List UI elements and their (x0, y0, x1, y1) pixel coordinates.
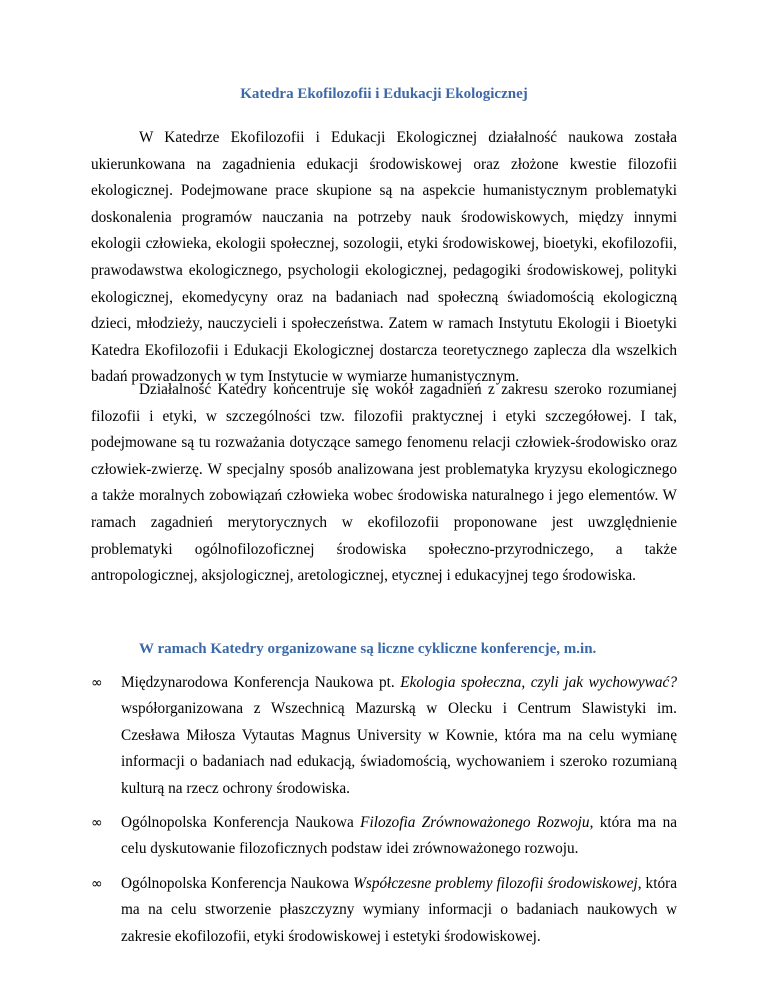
infinity-bullet-icon: ∞ (91, 815, 103, 832)
conference-description: , która ma na celu stworzenie płaszczyzny wymiany informacji o badaniach naukowych w zakresie ekofilozofii, etyki środowiskowej i estetyki środowiskowej. (121, 874, 677, 945)
paragraph-activity: Działalność Katedry koncentruje się wokół zagadnień z zakresu szeroko rozumianej filozofii i etyki, w szczególności tzw. filozofii praktycznej i etyki szczegółowej. I tak, podejmowane są tu rozważania dotyczące samego fenomenu relacji człowiek-środowisko oraz człowiek-zwierzę. W specjalny sposób analizowana jest problematyka kryzysu ekologicznego a także moralnych zobowiązań człowieka wobec środowiska naturalnego i jego elementów. W ramach zagadnień merytorycznych w ekofilozofii proponowane jest uwzględnienie problematyki ogólnofilozoficznej środowiska społeczno-przyrodniczego, a także antropologicznej, aksjologicznej, aretologicznej, etycznej i edukacyjnej tego środowiska. (91, 381, 677, 585)
conference-title: Współczesne problemy filozofii środowiskowej (353, 874, 638, 892)
conference-prefix: Ogólnopolska Konferencja Naukowa (121, 814, 361, 832)
list-item (91, 810, 677, 863)
list-item (91, 871, 677, 950)
conference-description: , która ma na celu dyskutowanie filozoficznych podstaw idei zrównoważonego rozwoju. (121, 814, 678, 858)
paragraph-intro: W Katedrze Ekofilozofii i Edukacji Ekologicznej działalność naukowa została ukierunkowana na zagadnienia edukacji środowiskowej oraz złożone kwestie filozofii ekologicznej. Podejmowane prace skupione są na aspekcie humanistycznym problematyki doskonalenia programów nauczania na potrzeby nauk środowiskowych, między innymi ekologii człowieka, ekologii społecznej, sozologii, etyki środowiskowej, bioetyki, ekofilozofii, prawodawstwa ekologicznego, psychologii ekologicznej, pedagogiki środowiskowej, polityki ekologicznej, ekomedycyny oraz na badaniach nad społeczną świadomością ekologiczną dzieci, młodzieży, nauczycieli i społeczeństwa. Zatem w ramach Instytutu Ekologii i Bioetyki Katedra Ekofilozofii i Edukacji Ekologicznej dostarcza teoretycznego zaplecza dla wszelkich badań prowadzonych w tym Instytucie w wymiarze humanistycznym. (91, 129, 677, 386)
conference-description: współorganizowana z Wszechnicą Mazurską w Olecku i Centrum Slawistyki im. Czesława Miłosza Vytautas Magnus University w Kownie, która ma na celu wymianę informacji o badaniach nad edukacją, świadomością, wychowaniem i szeroko rozumianą kulturą na rzecz ochrony środowiska. (121, 700, 677, 797)
list-item (91, 670, 677, 802)
conference-title: Filozofia Zrównoważonego Rozwoju (360, 814, 590, 832)
conference-title: Ekologia społeczna, czyli jak wychowywać? (400, 674, 677, 691)
conference-list (91, 670, 677, 958)
page-title: Katedra Ekofilozofii i Edukacji Ekologicznej (240, 86, 528, 102)
conferences-heading: W ramach Katedry organizowane są liczne cykliczne konferencje, m.in. (139, 641, 597, 657)
infinity-bullet-icon: ∞ (91, 675, 103, 691)
infinity-bullet-icon: ∞ (91, 875, 103, 892)
conference-prefix: Międzynarodowa Konferencja Naukowa pt. (121, 674, 401, 691)
conference-prefix: Ogólnopolska Konferencja Naukowa (121, 874, 354, 892)
